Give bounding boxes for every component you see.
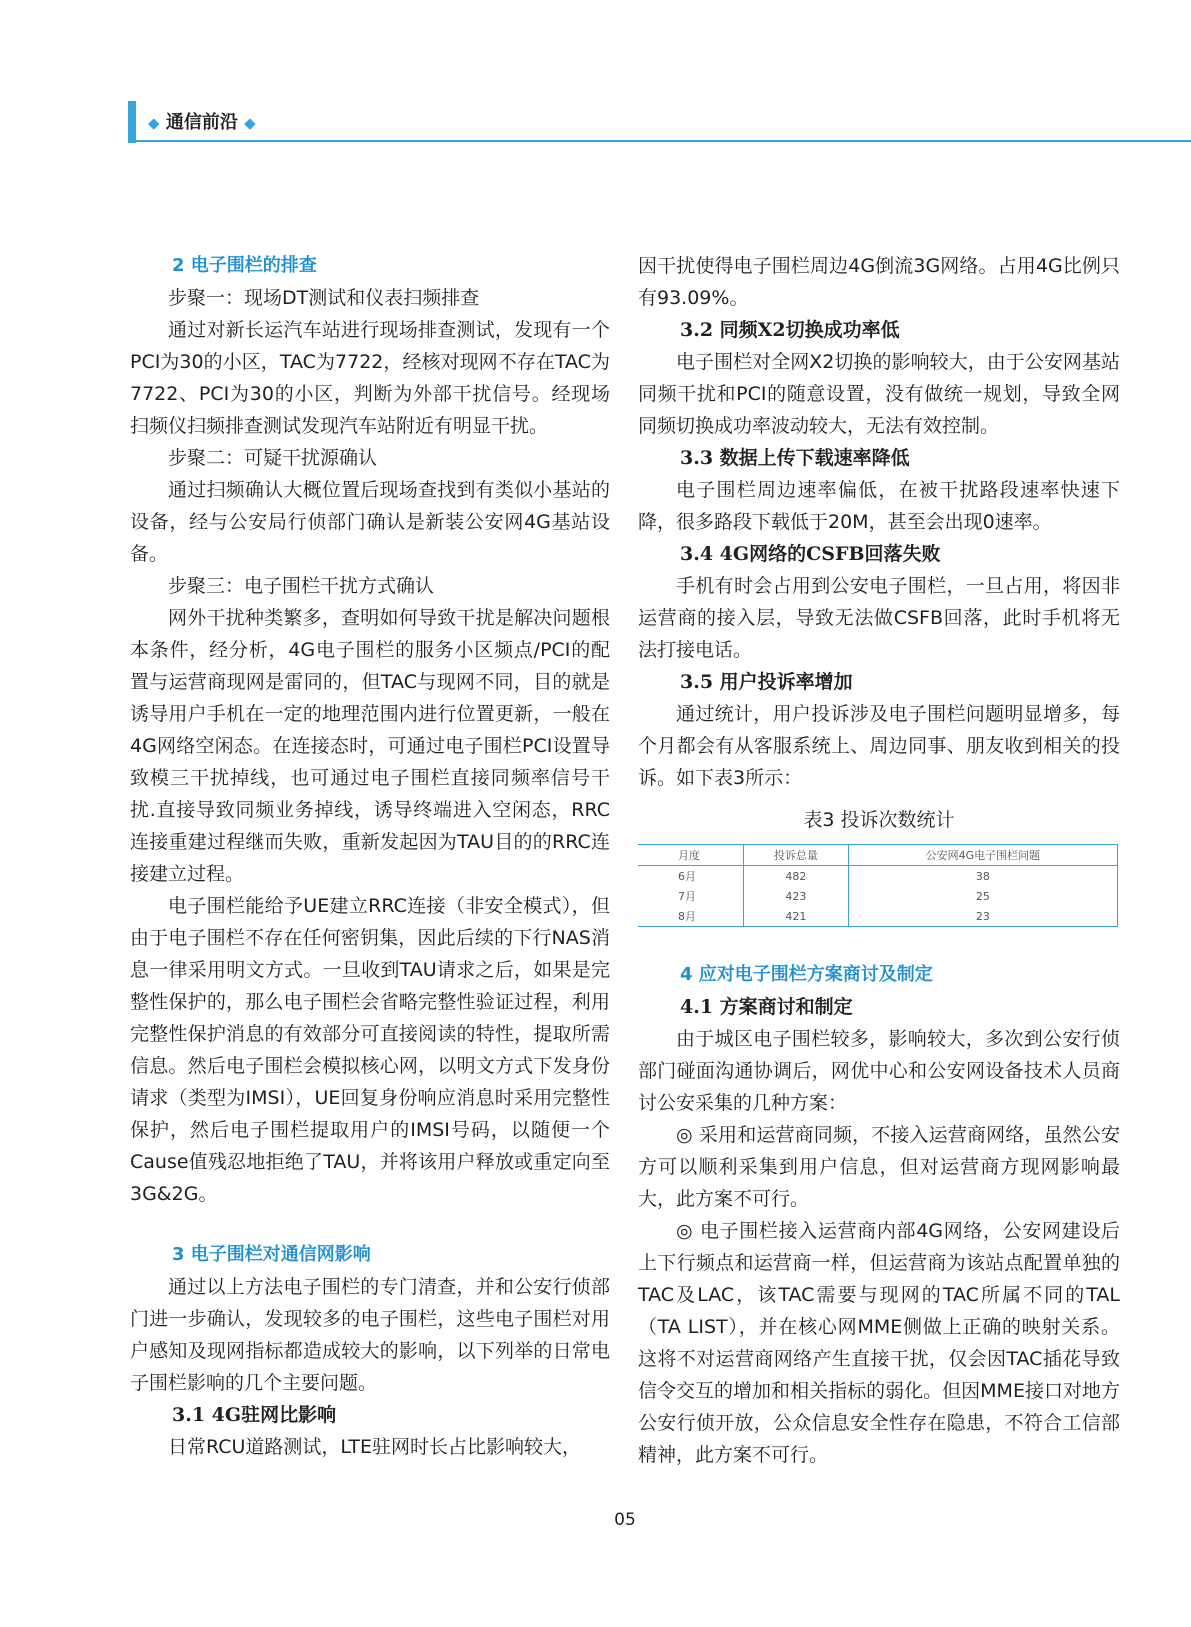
diamond-icon: ◆ — [148, 114, 160, 132]
right-column-top — [638, 250, 1120, 794]
diamond-icon: ◆ — [244, 114, 256, 132]
header-title — [148, 108, 256, 134]
paragraph: 日常RCU道路测试，LTE驻网时长占比影响较大， — [168, 1436, 582, 1458]
section-name: 通信前沿 — [165, 112, 238, 133]
left-column — [130, 250, 610, 1463]
table-cell: 7月 — [678, 890, 696, 903]
header-rule — [136, 140, 1191, 142]
paragraph: 电子围栏能给予UE建立RRC连接（非安全模式），但由于电子围栏不存在任何密钥集，因此后续的下行NAS消息一律采用明文方式。一旦收到TAU请求之后，如果是完整性保护的，那么电子围栏会省略完整性验证过程，利用完整性保护消息的有效部分可直接阅读的特性，提取所需信息。然后电子围栏会模拟核心网，以明文方式下发身份请求（类型为IMSI），UE回复身份响应消息时采用完整性保护，然后电子围栏提取用户的IMSI号码，以随便一个Cause值残忍地拒绝了TAU，并将该用户释放或重定向至3G&2G。 — [130, 895, 610, 1205]
paragraph: 电子围栏对全网X2切换的影响较大，由于公安网基站同频干扰和PCI的随意设置，没有做统一规划，导致全网同频切换成功率波动较大，无法有效控制。 — [638, 351, 1120, 437]
page-number: 05 — [614, 1510, 636, 1530]
paragraph: 步聚三：电子围栏干扰方式确认 — [168, 575, 435, 597]
subsection-heading: 3.5 用户投诉率增加 — [680, 671, 853, 693]
table-row — [638, 906, 1118, 927]
paragraph: 因干扰使得电子围栏周边4G倒流3G网络。占用4G比例只有93.09%。 — [638, 255, 1120, 309]
table-header-cell: 投诉总量 — [744, 845, 849, 866]
paragraph: 通过对新长运汽车站进行现场排查测试，发现有一个PCI为30的小区，TAC为7722，经核对现网不存在TAC为7722、PCI为30的小区，判断为外部干扰信号。经现场扫频仪扫频排查测试发现汽车站附近有明显干扰。 — [130, 319, 610, 437]
right-column-bottom — [638, 959, 1120, 1471]
table-cell: 6月 — [678, 870, 696, 883]
subsection-heading: 4.1 方案商讨和制定 — [680, 996, 853, 1018]
section-heading: 3 电子围栏对通信网影响 — [172, 1244, 371, 1265]
paragraph: 通过扫频确认大概位置后现场查找到有类似小基站的设备，经与公安局行侦部门确认是新装公安网4G基站设备。 — [130, 479, 610, 565]
header-accent-bar — [128, 101, 136, 143]
subsection-heading: 3.2 同频X2切换成功率低 — [680, 319, 900, 341]
table-cell: 8月 — [638, 906, 744, 927]
table-cell: 421 — [744, 906, 849, 927]
table-header-cell: 公安网4G电子围栏问题 — [848, 845, 1117, 866]
table-row — [638, 886, 1118, 906]
paragraph: 电子围栏周边速率偏低，在被干扰路段速率快速下降，很多路段下载低于20M，甚至会出现0速率。 — [638, 479, 1120, 533]
table-header-cell: 月度 — [638, 845, 744, 866]
table-row — [638, 866, 1118, 887]
table-cell: 25 — [848, 886, 1117, 906]
spacer — [638, 927, 1120, 959]
subsection-heading: 3.3 数据上传下载速率降低 — [680, 447, 910, 469]
table-cell: 482 — [744, 866, 849, 887]
table-cell: 23 — [848, 906, 1117, 927]
right-column — [638, 250, 1120, 1471]
paragraph: ◎ 电子围栏接入运营商内部4G网络，公安网建设后上下行频点和运营商一样，但运营商为该站点配置单独的TAC及LAC，该TAC需要与现网的TAC所属不同的TAL（TA LIST），并在核心网MME侧做上正确的映射关系。这将不对运营商网络产生直接干扰，仅会因TAC插花导致信令交互的增加和相关指标的弱化。但因MME接口对地方公安行侦开放，公众信息安全性存在隐患，不符合工信部精神，此方案不可行。 — [638, 1220, 1120, 1466]
table-cell: 38 — [848, 866, 1117, 887]
paragraph: 手机有时会占用到公安电子围栏，一旦占用，将因非运营商的接入层，导致无法做CSFB回落，此时手机将无法打接电话。 — [638, 575, 1120, 661]
spacer — [130, 1210, 610, 1239]
section-heading: 2 电子围栏的排查 — [172, 255, 317, 276]
complaint-table — [638, 844, 1118, 927]
table-cell: 423 — [744, 886, 849, 906]
table-header-row — [638, 845, 1118, 866]
section-heading: 4 应对电子围栏方案商讨及制定 — [680, 964, 933, 985]
paragraph: ◎ 采用和运营商同频，不接入运营商网络，虽然公安方可以顺利采集到用户信息，但对运营商方现网影响最大，此方案不可行。 — [638, 1124, 1120, 1210]
table-caption: 表3 投诉次数统计 — [803, 809, 955, 831]
subsection-heading: 3.4 4G网络的CSFB回落失败 — [680, 543, 941, 565]
paragraph: 通过以上方法电子围栏的专门清查，并和公安行侦部门进一步确认，发现较多的电子围栏，这些电子围栏对用户感知及现网指标都造成较大的影响，以下列举的日常电子围栏影响的几个主要问题。 — [130, 1276, 610, 1394]
paragraph: 步聚一：现场DT测试和仪表扫频排查 — [168, 287, 480, 309]
paragraph: 通过统计，用户投诉涉及电子围栏问题明显增多，每个月都会有从客服系统上、周边同事、朋友收到相关的投诉。如下表3所示： — [638, 703, 1120, 789]
paragraph: 网外干扰种类繁多，查明如何导致干扰是解决问题根本条件，经分析，4G电子围栏的服务小区频点/PCI的配置与运营商现网是雷同的，但TAC与现网不同，目的就是诱导用户手机在一定的地理范围内进行位置更新，一般在4G网络空闲态。在连接态时，可通过电子围栏PCI设置导致模三干扰掉线，也可通过电子围栏直接同频率信号干扰.直接导致同频业务掉线，诱导终端进入空闲态，RRC连接重建过程继而失败，重新发起因为TAU目的的RRC连接建立过程。 — [130, 607, 610, 885]
header-banner — [128, 101, 1191, 143]
subsection-heading: 3.1 4G驻网比影响 — [172, 1404, 337, 1426]
paragraph: 步聚二：可疑干扰源确认 — [168, 447, 378, 469]
paragraph: 由于城区电子围栏较多，影响较大，多次到公安行侦部门碰面沟通协调后，网优中心和公安网设备技术人员商讨公安采集的几种方案： — [638, 1028, 1120, 1114]
